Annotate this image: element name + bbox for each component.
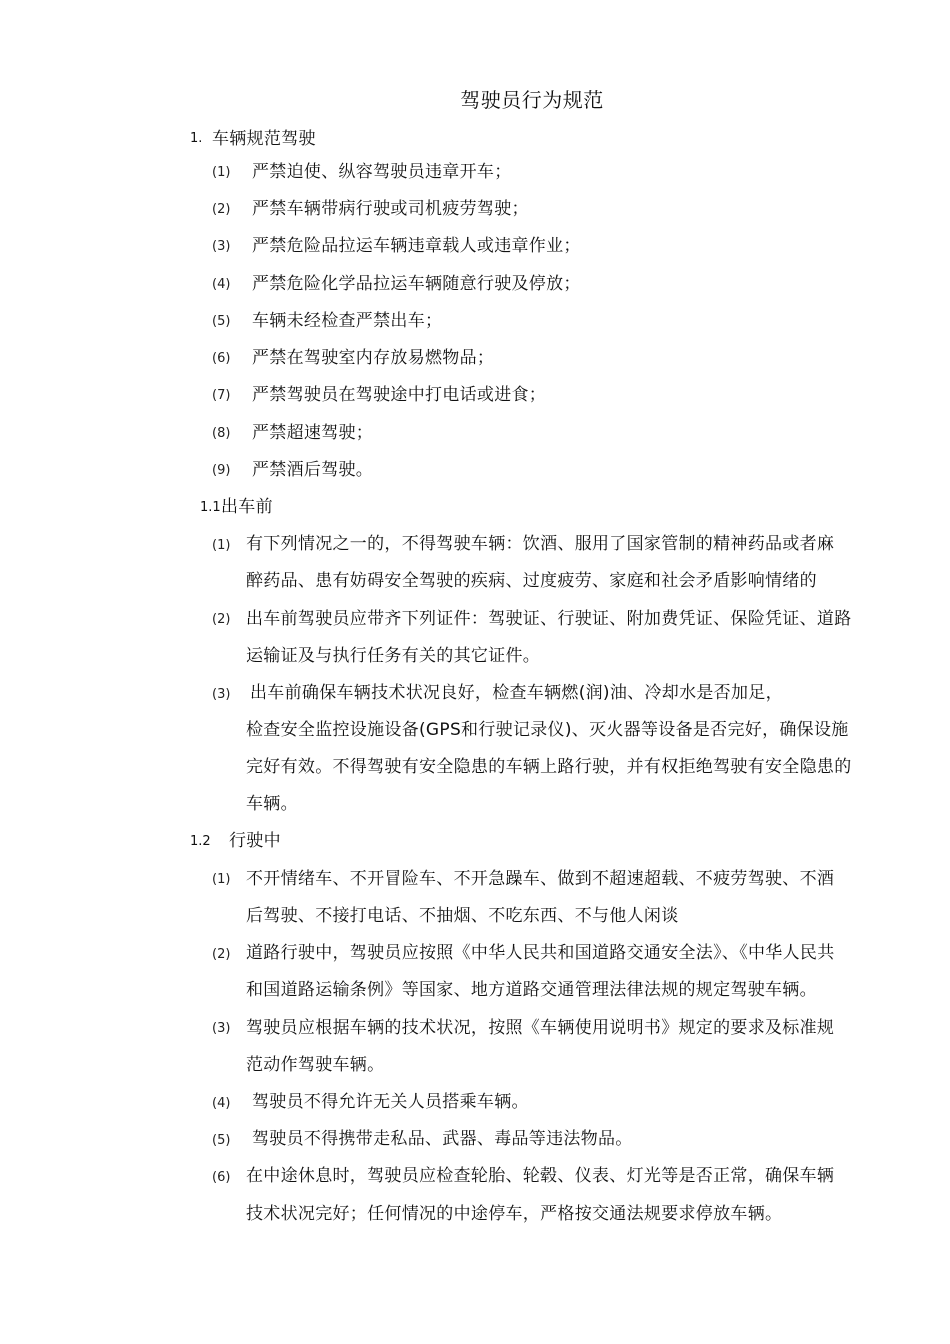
item-number: (5) — [212, 1133, 231, 1148]
list-item-line: 驾驶员不得携带走私品、武器、毒品等违法物品。 — [252, 1129, 633, 1149]
list-item: 严禁危险化学品拉运车辆随意行驶及停放； — [252, 274, 581, 294]
list-item-line: 运输证及与执行任务有关的其它证件。 — [246, 646, 541, 666]
list-item: 严禁超速驾驶； — [252, 423, 374, 443]
list-item: 车辆未经检查严禁出车； — [252, 311, 443, 331]
list-item-line: 驾驶员应根据车辆的技术状况，按照《车辆使用说明书》规定的要求及标准规 — [246, 1018, 835, 1038]
list-item-line: 有下列情况之一的，不得驾驶车辆：饮酒、服用了国家管制的精神药品或者麻 — [246, 534, 835, 554]
section-1-2-heading: 行驶中 — [229, 831, 281, 851]
list-item: 严禁迫使、纵容驾驶员违章开车； — [252, 162, 512, 182]
list-item-line: 道路行驶中，驾驶员应按照《中华人民共和国道路交通安全法》、《中华人民共 — [246, 943, 835, 963]
item-number: (1) — [212, 165, 231, 180]
list-item-line: 和国道路运输条例》等国家、地方道路交通管理法律法规的规定驾驶车辆。 — [246, 980, 817, 1000]
item-number: (6) — [212, 351, 231, 366]
list-item-line: 出车前驾驶员应带齐下列证件：驾驶证、行驶证、附加费凭证、保险凭证、道路 — [246, 609, 852, 629]
section-1-number: 1. — [190, 131, 203, 146]
item-number: (9) — [212, 463, 231, 478]
section-1-1-heading: 出车前 — [221, 497, 273, 517]
section-1-1-number: 1.1 — [200, 500, 221, 515]
list-item: 严禁危险品拉运车辆违章载人或违章作业； — [252, 236, 581, 256]
item-number: (2) — [212, 612, 231, 627]
list-item-line: 完好有效。不得驾驶有安全隐患的车辆上路行驶，并有权拒绝驾驶有安全隐患的 — [246, 757, 852, 777]
list-item-line: 出车前确保车辆技术状况良好，检查车辆燃(润)油、冷却水是否加足， — [250, 683, 783, 703]
list-item-line: 在中途休息时，驾驶员应检查轮胎、轮毂、仪表、灯光等是否正常，确保车辆 — [246, 1166, 835, 1186]
item-number: (3) — [212, 239, 231, 254]
list-item-line: 不开情绪车、不开冒险车、不开急躁车、做到不超速超载、不疲劳驾驶、不酒 — [246, 869, 835, 889]
section-1-2-number: 1.2 — [190, 834, 211, 849]
list-item-line: 范动作驾驶车辆。 — [246, 1055, 385, 1075]
item-number: (2) — [212, 947, 231, 962]
list-item-line: 驾驶员不得允许无关人员搭乘车辆。 — [252, 1092, 529, 1112]
item-number: (4) — [212, 1096, 231, 1111]
item-number: (5) — [212, 314, 231, 329]
section-1-heading: 车辆规范驾驶 — [212, 129, 316, 149]
item-number: (8) — [212, 426, 231, 441]
item-number: (1) — [212, 538, 231, 553]
item-number: (7) — [212, 388, 231, 403]
list-item: 严禁车辆带病行驶或司机疲劳驾驶； — [252, 199, 529, 219]
item-number: (3) — [212, 1021, 231, 1036]
item-number: (4) — [212, 277, 231, 292]
item-number: (1) — [212, 872, 231, 887]
list-item-line: 后驾驶、不接打电话、不抽烟、不吃东西、不与他人闲谈 — [246, 906, 679, 926]
item-number: (6) — [212, 1170, 231, 1185]
list-item-line: 技术状况完好；任何情况的中途停车，严格按交通法规要求停放车辆。 — [246, 1204, 783, 1224]
list-item-line: 醉药品、患有妨碍安全驾驶的疾病、过度疲劳、家庭和社会矛盾影响情绪的 — [246, 571, 817, 591]
item-number: (2) — [212, 202, 231, 217]
list-item-line: 检查安全监控设施设备(GPS和行驶记录仪)、灭火器等设备是否完好，确保设施 — [246, 720, 849, 740]
item-number: (3) — [212, 687, 231, 702]
document-title: 驾驶员行为规范 — [460, 88, 604, 112]
list-item-line: 车辆。 — [246, 794, 298, 814]
list-item: 严禁酒后驾驶。 — [252, 460, 374, 480]
list-item: 严禁驾驶员在驾驶途中打电话或进食； — [252, 385, 547, 405]
list-item: 严禁在驾驶室内存放易燃物品； — [252, 348, 495, 368]
